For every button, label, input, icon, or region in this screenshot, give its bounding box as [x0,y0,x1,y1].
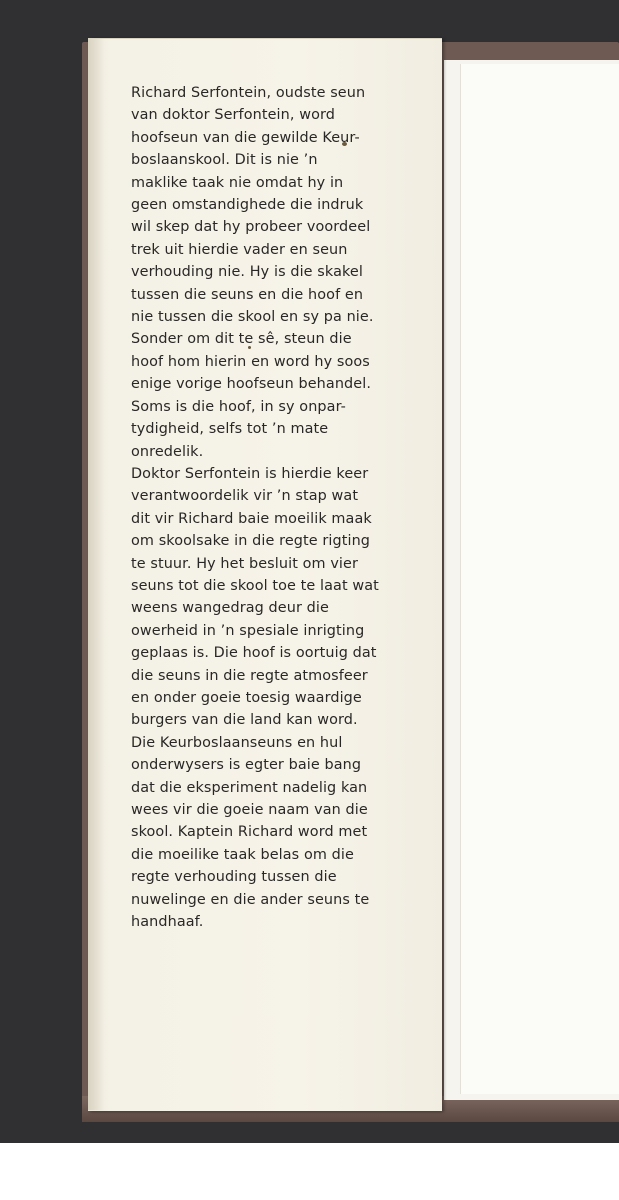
blurb-line: handhaaf. [131,914,204,931]
blurb-line: dit vir Richard baie moeilik maak [131,510,372,527]
blurb-line: Sonder om dit te sê, steun die [131,331,352,348]
blurb-line: en onder goeie toesig waardige [131,689,362,706]
blurb-line: wil skep dat hy probeer voordeel [131,219,371,236]
book-endpaper [460,64,619,1094]
blurb-line: burgers van die land kan word. [131,712,358,729]
blurb-line: trek uit hierdie vader en seun [131,241,348,258]
blurb-line: hoofseun van die gewilde Keur- [131,129,360,146]
blurb-line: seuns tot die skool toe te laat wat [131,577,379,594]
blurb-line: enige vorige hoofseun behandel. [131,376,372,393]
blurb-line: boslaanskool. Dit is nie ’n [131,152,318,169]
blurb-line: Die Keurboslaanseuns en hul [131,734,343,751]
blurb-line: geplaas is. Die hoof is oortuig dat [131,645,377,662]
blurb-line: owerheid in ’n spesiale inrigting [131,622,365,639]
blurb-line: die moeilike taak belas om die [131,846,354,863]
blurb-line: Richard Serfontein, oudste seun [131,85,366,101]
blurb-line: skool. Kaptein Richard word met [131,824,368,841]
blurb-line: die seuns in die regte atmosfeer [131,667,368,684]
blurb-line: hoof hom hierin en word hy soos [131,353,370,370]
blurb-line: verhouding nie. Hy is die skakel [131,264,363,281]
blurb-line: tussen die seuns en die hoof en [131,286,364,303]
blurb-line: onderwysers is egter baie bang [131,757,362,774]
blurb-line: te stuur. Hy het besluit om vier [131,555,358,572]
blurb-line: regte verhouding tussen die [131,869,337,886]
blurb-line: verantwoordelik vir ’n stap wat [131,488,359,505]
blurb-line: Soms is die hoof, in sy onpar- [131,398,346,415]
blurb-line: weens wangedrag deur die [131,600,329,617]
blurb-text [131,82,431,933]
blurb-line: wees vir die goeie naam van die [131,802,368,818]
blurb-line: nie tussen die skool en sy pa nie. [131,309,374,326]
scan-margin [0,1143,619,1200]
blurb-line: geen omstandighede die indruk [131,197,364,214]
jacket-fold-shadow [88,38,104,1110]
blurb-line: nuwelinge en die ander seuns te [131,891,370,908]
blurb-line: maklike taak nie omdat hy in [131,174,344,191]
blurb-line: Doktor Serfontein is hierdie keer [131,465,369,482]
blurb-line: tydigheid, selfs tot ’n mate [131,421,329,438]
blurb-line: om skoolsake in die regte rigting [131,533,371,550]
blurb-line: dat die eksperiment nadelig kan [131,779,368,796]
blurb-line: van doktor Serfontein, word [131,107,335,124]
blurb-line: onredelik. [131,443,204,460]
